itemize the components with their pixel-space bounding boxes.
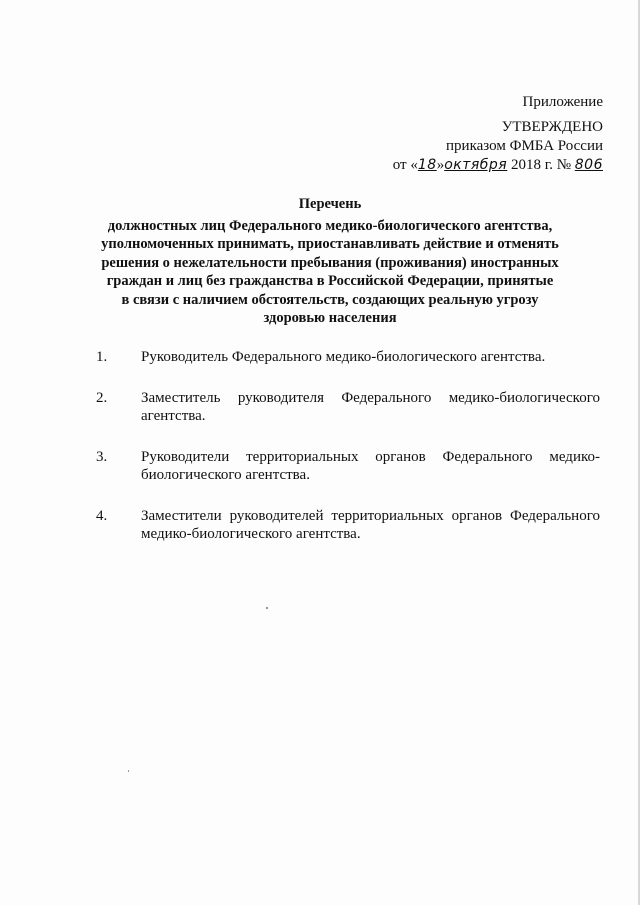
list-item-number: 4. [96, 507, 108, 524]
date-prefix: от « [392, 157, 418, 173]
list-item [96, 448, 600, 485]
date-year: 2018 г. № [507, 157, 575, 173]
title-line: здоровью населения [263, 310, 397, 326]
title-line: граждан и лиц без гражданства в Российской Федерации, принятые [106, 273, 554, 289]
list-item-number: 2. [96, 389, 108, 406]
title-line: должностных лиц Федерального медико-биологического агентства, [107, 217, 553, 234]
list-item [96, 507, 600, 544]
order-number-handwritten: 806 [574, 157, 603, 173]
approved-label: УТВЕРЖДЕНО [501, 119, 603, 135]
list-item-number: 1. [96, 349, 108, 365]
title-line: решения о нежелательности пребывания (проживания) иностранных [101, 254, 559, 271]
title-line: в связи с наличием обстоятельств, создающих реальную угрозу [121, 291, 539, 308]
scan-speck [128, 770, 129, 772]
positions-list [96, 348, 600, 566]
title-line: уполномоченных принимать, приостанавливать действие и отменять [101, 236, 559, 252]
list-item-number: 3. [96, 448, 108, 465]
date-mid: » [436, 157, 445, 173]
scan-speck [266, 607, 268, 609]
order-date-line [393, 156, 603, 175]
list-item-text: Заместитель руководителя Федерального медико-биологического агентства. [141, 389, 600, 424]
list-item-text: Руководитель Федерального медико-биологического агентства. [141, 349, 546, 365]
list-item-text: Руководители территориальных органов Федерального медико-биологического агентства. [141, 448, 600, 483]
order-label: приказом ФМБА России [446, 138, 603, 154]
list-item-text: Заместители руководителей территориальных органов Федерального медико-биологического агентства. [141, 507, 600, 542]
appendix-label: Приложение [522, 94, 603, 110]
list-item [96, 348, 600, 367]
title-heading: Перечень [298, 196, 362, 212]
date-day-handwritten: 18 [417, 157, 437, 173]
list-item [96, 389, 600, 426]
document-title [60, 195, 600, 328]
date-month-handwritten: октября [444, 157, 508, 173]
